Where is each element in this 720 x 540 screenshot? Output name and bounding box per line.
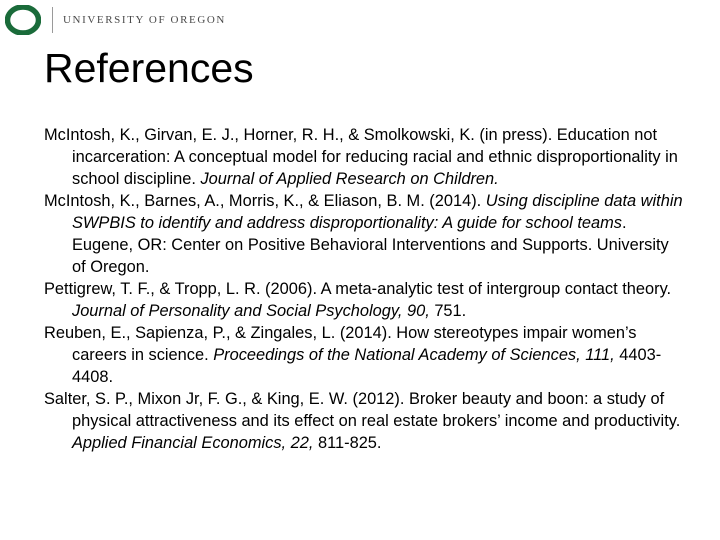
reference-tail: . Eugene, OR: Center on Positive Behavioral Interventions and Supports. University of Oregon.: [72, 214, 669, 276]
reference-item: [44, 278, 684, 322]
page-title: References: [44, 45, 254, 91]
reference-source: Journal of Applied Research on Children.: [200, 170, 499, 188]
reference-tail: 811-825.: [313, 434, 382, 452]
header-divider: [52, 7, 53, 33]
oregon-o-logo-icon: [4, 5, 42, 35]
reference-item: [44, 124, 684, 190]
reference-source: Journal of Personality and Social Psychology, 90,: [72, 302, 430, 320]
reference-text: Salter, S. P., Mixon Jr, F. G., & King, E. W. (2012). Broker beauty and boon: a study of physical attractiveness and its effect on real estate brokers’ income and productivity.: [44, 390, 681, 430]
reference-tail: 751.: [429, 302, 467, 320]
reference-text: McIntosh, K., Barnes, A., Morris, K., & Eliason, B. M. (2014).: [44, 192, 486, 210]
reference-text: Reuben, E., Sapienza, P., & Zingales, L. (2014). How stereotypes impair women’s careers in science.: [44, 324, 637, 364]
header: [4, 4, 226, 36]
reference-text: McIntosh, K., Girvan, E. J., Horner, R. H., & Smolkowski, K. (in press). Education not incarceration: A conceptual model for reducing racial and ethnic disproportionality in school discipline.: [44, 126, 678, 188]
reference-item: [44, 388, 684, 454]
reference-tail: 4403-4408.: [72, 346, 662, 386]
references-list: [44, 124, 684, 454]
reference-source: Applied Financial Economics, 22,: [72, 434, 314, 452]
reference-item: [44, 322, 684, 388]
reference-item: [44, 190, 684, 278]
reference-text: Pettigrew, T. F., & Tropp, L. R. (2006). A meta-analytic test of intergroup contact theory.: [44, 280, 672, 298]
reference-source: Proceedings of the National Academy of Sciences, 111,: [213, 346, 615, 364]
university-name: UNIVERSITY OF OREGON: [63, 14, 226, 26]
reference-source: Using discipline data within SWPBIS to identify and address disproportionality: A guide for school teams: [72, 192, 683, 232]
